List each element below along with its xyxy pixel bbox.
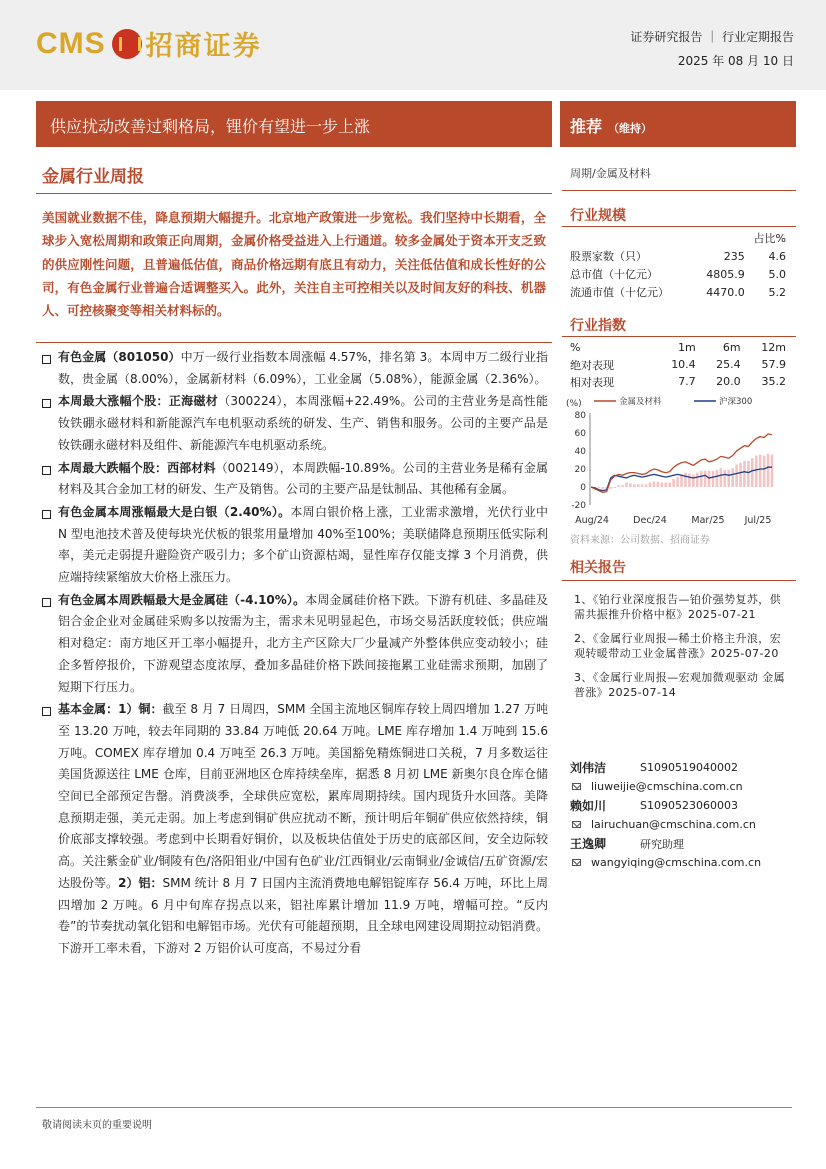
sidebar-divider	[562, 190, 796, 191]
report-date: 2025 年 08 月 10 日	[677, 54, 794, 68]
bullet-item	[42, 502, 548, 589]
table-cell: 流通市值（十亿元）	[570, 286, 669, 299]
related-report-link[interactable]: 2、《金属行业周报—稀土价格主升浪，宏观转暖带动工业金属普涨》2025-07-20	[574, 632, 782, 660]
mail-icon	[572, 821, 581, 828]
bullet-heading: 有色金属本周涨幅最大是白银（2.40%）。	[58, 504, 291, 519]
legend-label: 沪深300	[719, 397, 753, 407]
table-cell: 股票家数（只）	[570, 250, 647, 263]
relative-bar	[633, 484, 636, 487]
table-cell: 4470.0	[706, 285, 745, 299]
relative-bar	[653, 482, 656, 487]
relative-bar	[759, 455, 762, 487]
analyst-id: 研究助理	[640, 837, 684, 851]
analyst-name: 赖如川	[570, 799, 607, 813]
bullet-item	[42, 590, 548, 699]
analyst-email[interactable]: liuweijie@cmschina.com.cn	[591, 780, 743, 793]
y-axis-unit: (%)	[566, 399, 582, 409]
scale-section-title: 行业规模	[570, 208, 626, 224]
related-report-link[interactable]: 3、《金属行业周报—宏观加微观驱动 金属普涨》2025-07-14	[574, 671, 785, 699]
table-cell: 4805.9	[706, 267, 745, 281]
relative-bar	[739, 463, 742, 487]
bullet-heading: 本周最大涨幅个股：正海磁材	[58, 394, 219, 409]
analyst-list	[570, 758, 796, 872]
relative-bar	[720, 468, 723, 487]
table-row	[570, 283, 786, 301]
bullet-heading: 有色金属本周跌幅最大是金属硅（-4.10%）。	[58, 592, 306, 607]
relative-bar	[771, 455, 774, 487]
relative-bar	[743, 461, 746, 487]
relative-bar	[668, 483, 671, 488]
rating-label: 推荐	[570, 117, 603, 136]
y-tick-label: 20	[574, 465, 586, 475]
relative-bar	[625, 483, 628, 488]
table-cell: 5.0	[768, 267, 786, 281]
table-cell: 35.2	[761, 375, 786, 388]
table-row	[570, 229, 786, 247]
relative-bar	[617, 485, 620, 487]
relative-bar	[696, 473, 699, 487]
table-cell: 绝对表现	[570, 358, 614, 372]
pct-header: 占比%	[753, 232, 786, 245]
mail-icon	[572, 859, 581, 866]
x-tick-label: Jul/25	[744, 515, 772, 526]
bullet-heading: 有色金属（801050）	[58, 350, 181, 364]
relative-bar	[641, 484, 644, 487]
bullet-item	[42, 347, 548, 390]
table-row	[570, 356, 786, 373]
relative-bar	[629, 483, 632, 487]
bullet-text: 本周金属硅价格下跌。下游有机硅、多晶硅及铝合金企业对金属硅采购多以按需为主，需求未见明显起色，市场交易活跃度较低；供应端相对稳定：南方地区开工率小幅提升，北方主产区除大厂少量减产外整体供应变动较小；硅企多暂停报价，下游观望态度浓厚，叠加多晶硅价格下跌间接拖累工业硅需求预期，加剧了短期下行压力。	[58, 592, 548, 694]
relative-bar	[649, 483, 652, 488]
mail-icon	[572, 783, 581, 790]
perf-section-title: 行业指数	[570, 318, 626, 334]
relative-bar	[751, 458, 754, 487]
bullet-item	[42, 458, 548, 501]
table-row	[570, 247, 786, 265]
related-report-link[interactable]: 1、《铂行业深度报告—铂价强势复苏，供需共振推升价格中枢》2025-07-21	[574, 593, 782, 621]
summary-paragraph: 美国就业数据不佳，降息预期大幅提升。北京地产政策进一步宽松。我们坚持中长期看，全球步入宽松周期和政策正向周期，金属价格受益进入上行通道。较多金属处于资本开支乏致的供应刚性问题，且普遍低估值，商品价格远期有底且有动力，关注低估值和成长性好的公司，有色金属行业普遍合适调整买入。此外，关注自主可控相关以及时间友好的科技、机器人、可控核聚变等相关材料标的。	[42, 210, 546, 319]
bullet-text: （300224），本周涨幅+22.49%。公司的主营业务是高性能钕铁硼永磁材料和新能源汽车电机驱动系统的研发、生产、销售和服务。公司的主要产品是钕铁硼永磁材料及组件、新能源汽车电机驱动系统。	[58, 394, 548, 452]
table-header: %	[570, 341, 581, 354]
relative-bar	[735, 465, 738, 488]
relative-bar	[637, 484, 640, 487]
rating-status: （维持）	[608, 122, 653, 135]
footer-divider	[36, 1107, 792, 1108]
relative-bar	[621, 485, 624, 487]
relative-bar	[680, 474, 683, 487]
logo-cms-text: CMS	[36, 26, 106, 60]
relative-bar	[645, 484, 648, 487]
analyst-row	[570, 796, 796, 815]
bullet-item	[42, 391, 548, 456]
relative-bar	[672, 479, 675, 487]
analyst-email-row	[570, 777, 796, 796]
relative-bar	[704, 471, 707, 487]
analyst-name: 刘伟洁	[570, 761, 607, 775]
analyst-email[interactable]: wangyiqing@cmschina.com.cn	[591, 856, 762, 869]
table-cell: 235	[723, 249, 745, 263]
relative-bar	[661, 483, 664, 488]
table-row	[570, 265, 786, 283]
table-header: 6m	[722, 341, 741, 354]
relative-bar	[657, 482, 660, 487]
relative-bar	[747, 461, 750, 487]
bullet-text: 截至 8 月 7 日周四，SMM 全国主流地区铜库存较上周四增加 1.27 万吨至 13.20 万吨，较去年同期的 33.84 万吨低 20.64 万吨。LME 库存增加 1.4 万吨到 15.6 万吨。COMEX 库存增加 0.4 万吨至 26.3 万吨。美国豁免精炼铜进口关税，7 月多数运往美国货源送往 LME 仓库，目前亚洲地区仓库持续垒库，据悉 8 月初 LME 新奥尔良仓库仓储空间已全部预定告罄。消费淡季，全球供应宽松，累库周期持续。国内现货升水回落。美降息预期走强，美元走弱。加上考虑到铜矿供应扰动不断，预计明后年铜矿供应依然持续，铜价底部支撑较强。考虑到中长期看好铜价，以及板块估值处于历史的底部区间，安全边际较高。关注紫金矿业/铜陵有色/洛阳钼业/中国有色矿业/江西铜业/云南铜业/金诚信/五矿资源/宏达股份等。	[58, 702, 548, 890]
chart-source: 资料来源：公司数据、招商证券	[570, 535, 710, 546]
relative-bar	[708, 471, 711, 487]
related-divider	[562, 580, 796, 581]
bullet-text: 中万一级行业指数本周涨幅 4.57%，排名第 3。本周申万二级行业指数，贵金属（8.00%），金属新材料（6.09%），工业金属（5.08%），能源金属（2.36%）。	[58, 350, 548, 386]
relative-bar	[664, 483, 667, 488]
relative-bar	[763, 456, 766, 488]
relative-bar	[598, 487, 601, 488]
rating-box	[560, 101, 796, 147]
scale-table	[570, 229, 786, 301]
logo-company-name: 招商证券	[145, 31, 262, 62]
industry-category: 周期/金属及材料	[570, 167, 651, 180]
bullet-heading: 本周最大跌幅个股：西部材料	[58, 460, 216, 475]
table-cell: 5.2	[768, 285, 786, 299]
related-section-title: 相关报告	[570, 560, 626, 576]
x-tick-label: Mar/25	[691, 515, 725, 526]
y-tick-label: 80	[574, 411, 586, 421]
bullet-text: （002149），本周跌幅-10.89%。公司的主营业务是稀有金属材料及其合金加工材的研发、生产及销售。公司的主要产品是钛制品、其他稀有金属。	[58, 460, 548, 497]
relative-bar	[613, 487, 616, 488]
analyst-id: S1090519040002	[640, 761, 738, 774]
table-cell: 10.4	[671, 358, 696, 371]
bullet-text: SMM 统计 8 月 7 日国内主流消费地电解铝锭库存 56.4 万吨，环比上周四增加 2 万吨。6 月中旬库存拐点以来，铝社库累计增加 11.9 万吨，增幅可控。“反内卷”的节奏扰动氧化铝和电解铝市场。光伏有可能超预期，且全球电网建设周期拉动铝消费。下游开工率未看，下游对 2 万铝价认可度高，不易过分看	[58, 875, 548, 955]
bullet-heading: 基本金属：1）铜：	[58, 702, 163, 717]
bullet-list	[42, 347, 548, 961]
analyst-id: S1090523060003	[640, 799, 738, 812]
analyst-name: 王逸卿	[570, 837, 607, 851]
relative-bar	[609, 487, 612, 489]
relative-bar	[716, 470, 719, 487]
report-title: 供应扰动改善过剩格局，锂价有望进一步上涨	[36, 101, 552, 147]
bullet-text: 本周白银价格上涨，工业需求激增，光伏行业中 N 型电池技术普及使每块光伏板的银浆用量增加 40%至100%；美联储降息预期压低实际利率，美元走弱提升避险资产吸引力；多个矿山资源枯竭，显性库存仅能支撑 3 个月消费，供应端持续紧缩放大价格上涨压力。	[58, 504, 548, 585]
logo-emblem-icon	[112, 29, 142, 59]
relative-bar	[767, 454, 770, 487]
bullet-item	[42, 699, 548, 959]
relative-bar	[731, 468, 734, 487]
relative-bar	[723, 470, 726, 487]
subtitle-divider	[36, 193, 552, 194]
bullet-heading: 2）铝：	[118, 875, 163, 890]
related-reports	[574, 592, 786, 709]
table-header: 12m	[761, 341, 786, 354]
relative-bar	[700, 471, 703, 487]
table-header: 1m	[677, 341, 696, 354]
relative-bar	[712, 471, 715, 487]
table-cell: 25.4	[716, 358, 741, 371]
relative-bar	[602, 487, 605, 489]
report-type: 证券研究报告 ｜ 行业定期报告	[630, 30, 794, 44]
analyst-row	[570, 758, 796, 777]
report-subtitle: 金属行业周报	[42, 167, 144, 187]
relative-bar	[676, 477, 679, 487]
y-tick-label: 40	[574, 447, 586, 457]
analyst-email-row	[570, 853, 796, 872]
relative-bar	[684, 473, 687, 487]
y-tick-label: 0	[580, 483, 586, 493]
table-cell: 总市值（十亿元）	[570, 268, 658, 281]
table-cell: 相对表现	[570, 375, 614, 389]
analyst-email-row	[570, 815, 796, 834]
perf-divider	[562, 336, 796, 337]
footer-note: 敬请阅读末页的重要说明	[42, 1120, 152, 1131]
summary-divider	[36, 342, 552, 343]
table-cell: 4.6	[768, 249, 786, 263]
y-tick-label: -20	[571, 501, 586, 511]
relative-bar	[692, 474, 695, 487]
performance-chart	[560, 393, 786, 528]
y-tick-label: 60	[574, 429, 586, 439]
table-row	[570, 339, 786, 356]
x-tick-label: Dec/24	[633, 515, 667, 526]
company-logo	[36, 24, 262, 63]
table-cell: 20.0	[716, 375, 741, 388]
scale-divider	[562, 226, 796, 227]
relative-bar	[688, 474, 691, 488]
analyst-row	[570, 834, 796, 853]
table-row	[570, 373, 786, 390]
legend-label: 金属及材料	[619, 397, 662, 407]
analyst-email[interactable]: lairuchuan@cmschina.com.cn	[591, 818, 756, 831]
relative-bar	[755, 456, 758, 488]
perf-table	[570, 339, 786, 390]
table-cell: 57.9	[761, 358, 786, 371]
table-cell: 7.7	[678, 375, 696, 388]
x-tick-label: Aug/24	[575, 515, 609, 526]
relative-bar	[727, 470, 730, 487]
